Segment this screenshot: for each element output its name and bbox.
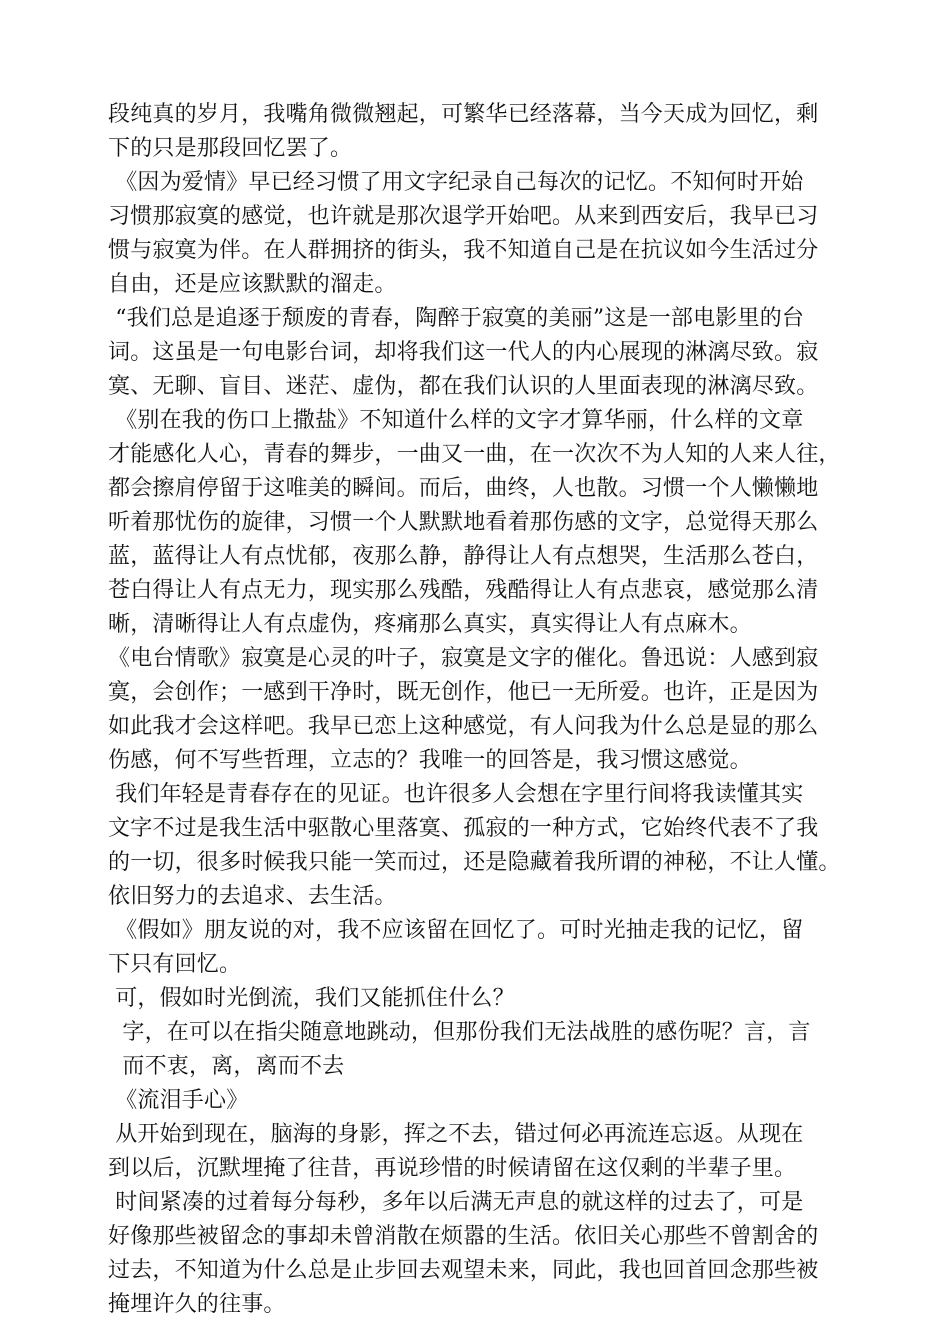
text-line: 下的只是那段回忆罢了。 [108,136,353,161]
text-line: 到以后，沉默埋掩了往昔，再说珍惜的时候请留在这仅剩的半辈子里。 [108,1156,797,1181]
text-line: 掩埋许久的往事。 [108,1292,286,1317]
text-line: 习惯那寂寞的感觉，也许就是那次退学开始吧。从来到西安后，我早已习 [108,204,819,229]
text-line: 《流泪手心》 [108,1088,249,1113]
body-text [108,98,878,1322]
text-line: 而不衷，离，离而不去 [108,1054,345,1079]
text-line: 《电台情歌》寂寞是心灵的叶子，寂寞是文字的催化。鲁迅说：人感到寂 [108,646,819,671]
text-line: 才能感化人心，青春的舞步，一曲又一曲，在一次次不为人知的人来人往， [108,442,841,467]
text-line: 都会擦肩停留于这唯美的瞬间。而后，曲终，人也散。习惯一个人懒懒地 [108,476,819,501]
text-line: 如此我才会这样吧。我早已恋上这种感觉，有人问我为什么总是显的那么 [108,714,819,739]
text-line: 《假如》朋友说的对，我不应该留在回忆了。可时光抽走我的记忆，留 [108,918,804,943]
text-line: 寞、无聊、盲目、迷茫、虚伪，都在我们认识的人里面表现的淋漓尽致。 [108,374,819,399]
text-line: 时间紧凑的过着每分每秒，多年以后满无声息的就这样的过去了，可是 [108,1190,804,1215]
text-line: 伤感，何不写些哲理，立志的？我唯一的回答是，我习惯这感觉。 [108,748,752,773]
text-line: 可，假如时光倒流，我们又能抓住什么？ [108,986,515,1011]
text-line: 蓝，蓝得让人有点忧郁，夜那么静，静得让人有点想哭，生活那么苍白， [108,544,819,569]
text-line: 文字不过是我生活中驱散心里落寞、孤寂的一种方式，它始终代表不了我 [108,816,819,841]
text-line: 苍白得让人有点无力，现实那么残酷，残酷得让人有点悲哀，感觉那么清 [108,578,819,603]
text-line: 听着那忧伤的旋律，习惯一个人默默地看着那伤感的文字，总觉得天那么 [108,510,819,535]
text-line: 《别在我的伤口上撒盐》不知道什么样的文字才算华丽，什么样的文章 [108,408,804,433]
text-line: 惯与寂寞为伴。在人群拥挤的街头，我不知道自己是在抗议如今生活过分 [108,238,819,263]
text-line: 字，在可以在指尖随意地跳动，但那份我们无法战胜的感伤呢？言，言 [108,1020,811,1045]
text-line: 依旧努力的去追求、去生活。 [108,884,397,909]
text-line: 过去，不知道为什么总是止步回去观望未来，同此，我也回首回念那些被 [108,1258,819,1283]
text-line: 下只有回忆。 [108,952,242,977]
text-line: 晰，清晰得让人有点虚伪，疼痛那么真实，真实得让人有点麻木。 [108,612,752,637]
text-line: 从开始到现在，脑海的身影，挥之不去，错过何必再流连忘返。从现在 [108,1122,804,1147]
text-line: 段纯真的岁月，我嘴角微微翘起，可繁华已经落幕，当今天成为回忆，剩 [108,102,819,127]
text-line: 好像那些被留念的事却未曾消散在烦嚣的生活。依旧关心那些不曾割舍的 [108,1224,819,1249]
text-line: 《因为爱情》早已经习惯了用文字纪录自己每次的记忆。不知何时开始 [108,170,804,195]
text-line: 的一切，很多时候我只能一笑而过，还是隐藏着我所谓的神秘，不让人懂。 [108,850,841,875]
text-line: 词。这虽是一句电影台词，却将我们这一代人的内心展现的淋漓尽致。寂 [108,340,819,365]
text-line: 寞，会创作；一感到干净时，既无创作，他已一无所爱。也许，正是因为 [108,680,819,705]
text-line: 自由，还是应该默默的溜走。 [108,272,397,297]
text-line: “我们总是追逐于颓废的青春，陶醉于寂寞的美丽”这是一部电影里的台 [108,306,805,331]
text-line: 我们年轻是青春存在的见证。也许很多人会想在字里行间将我读懂其实 [108,782,804,807]
